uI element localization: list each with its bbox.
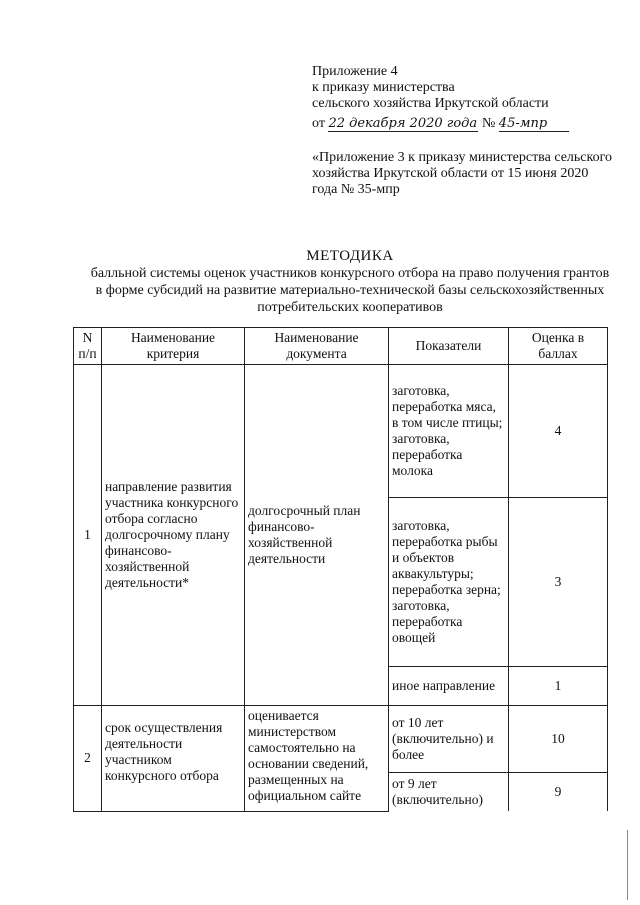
- score-cell: 3: [509, 498, 608, 667]
- criterion-cell: срок осуществления деятельности участником конкурсного отбора: [102, 706, 245, 812]
- handwritten-number: 45-мпр: [499, 116, 569, 132]
- reference-note: «Приложение 3 к приказу министерства сельского хозяйства Иркутской области от 15 июня 2020 года № 35-мпр: [312, 150, 612, 197]
- col-header-score: Оценка в баллах: [509, 328, 608, 365]
- score-cell: 9: [509, 773, 608, 812]
- indicator-cell: заготовка, переработка рыбы и объектов аквакультуры; переработка зерна; заготовка, переработка овощей: [389, 498, 509, 667]
- score-cell: 10: [509, 706, 608, 773]
- col-header-criterion: Наименование критерия: [102, 328, 245, 365]
- indicator-cell: иное направление: [389, 667, 509, 706]
- handwritten-date: 22 декабря 2020 года: [328, 116, 478, 131]
- criterion-cell: направление развития участника конкурсного отбора согласно долгосрочному плану финансово-хозяйственной деятельности*: [102, 365, 245, 706]
- score-cell: 1: [509, 667, 608, 706]
- row-number: 1: [74, 365, 102, 706]
- appendix-line: Приложение 4: [312, 64, 398, 79]
- document-title: [90, 248, 610, 316]
- col-header-indicators: Показатели: [389, 328, 509, 365]
- appendix-line: к приказу министерства: [312, 80, 455, 95]
- col-header-num: N п/п: [74, 328, 102, 365]
- criteria-table: [73, 327, 608, 812]
- title-main: МЕТОДИКА: [306, 248, 394, 264]
- appendix-line: сельского хозяйства Иркутской области: [312, 96, 549, 111]
- row-number: 2: [74, 706, 102, 812]
- indicator-cell: от 9 лет (включительно): [389, 773, 509, 812]
- order-date-line: [312, 116, 569, 132]
- score-cell: 4: [509, 365, 608, 498]
- table-row: [74, 365, 608, 498]
- appendix-header: [312, 64, 549, 112]
- table-header-row: [74, 328, 608, 365]
- order-prefix: от: [312, 116, 325, 131]
- scan-edge-mark: [627, 830, 628, 900]
- indicator-cell: от 10 лет (включительно) и более: [389, 706, 509, 773]
- col-header-document: Наименование документа: [245, 328, 389, 365]
- indicator-cell: заготовка, переработка мяса, в том числе птицы; заготовка, переработка молока: [389, 365, 509, 498]
- order-number-sign: №: [481, 116, 496, 131]
- title-subtitle: балльной системы оценок участников конкурсного отбора на право получения грантов в форме субсидий на развитие материально-технической базы сельскохозяйственных потребительских кооперативов: [90, 266, 610, 315]
- document-cell: оценивается министерством самостоятельно на основании сведений, размещенных на официальном сайте: [245, 706, 389, 812]
- table-row: [74, 706, 608, 773]
- document-cell: долгосрочный план финансово-хозяйственной деятельности: [245, 365, 389, 706]
